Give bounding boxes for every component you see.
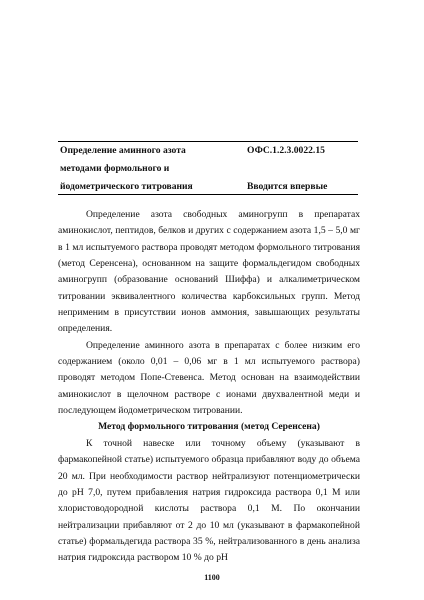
- monograph-code: ОФС.1.2.3.0022.15: [247, 145, 325, 156]
- paragraph-pope-stevens: Определение аминного азота в препаратах с более низким его содержанием (около 0,01 – 0,06 мг в 1 мл испытуемого раствора) проводят методом Попе-Стевенса. Метод основан на взаимодействии аминокислот в щелочном растворе с ионами двухвалентной меди и последующем йодометрическом титровании.: [58, 339, 360, 417]
- title-line-3: йодометрического титрования: [60, 181, 193, 192]
- header-bottom-rule: [58, 194, 358, 195]
- monograph-title: [60, 142, 240, 196]
- page-number: 1100: [204, 573, 220, 582]
- monograph-status: Вводится впервые: [247, 181, 328, 192]
- title-line-2: методами формольного и: [60, 163, 170, 174]
- title-line-1: Определение аминного азота: [60, 145, 186, 156]
- paragraph-procedure: К точной навеске или точному объему (указывают в фармакопейной статье) испытуемого образца прибавляют воду до объема 20 мл. При необходимости раствор нейтрализуют потенциометрически до pH 7,0, путем прибавления натрия гидроксида раствора 0,1 М или хлористоводородной кислоты раствора 0,1 М. По окончании нейтрализации прибавляют от 2 до 10 мл (указывают в фармакопейной статье) формальдегида раствора 35 %, нейтрализованного в день анализа натрия гидроксида раствором 10 % до pH: [58, 437, 360, 564]
- section-heading: Метод формольного титрования (метод Серенсена): [98, 421, 320, 433]
- document-body: [58, 207, 360, 567]
- paragraph-intro: Определение азота свободных аминогрупп в препаратах аминокислот, пептидов, белков и других с содержанием азота 1,5 – 5,0 мг в 1 мл испытуемого раствора проводят методом формольного титрования (метод Серенсена), основанном на защите формальдегидом свободных аминогрупп (образование оснований Шиффа) и алкалиметрическом титровании эквивалентного количества карбоксильных групп. Метод неприменим в присутствии ионов аммония, завышающих результаты определения.: [58, 209, 360, 335]
- monograph-meta: [247, 142, 359, 196]
